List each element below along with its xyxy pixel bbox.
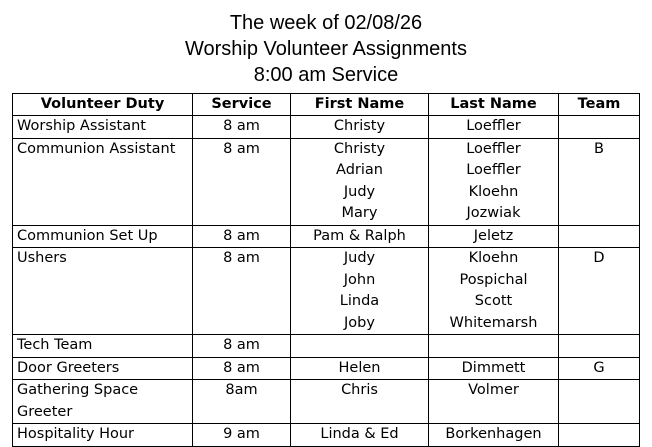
service-cell: 8 am — [193, 248, 291, 335]
first-name-cell — [291, 225, 429, 248]
service-cell: 8 am — [193, 357, 291, 380]
duty-cell: Communion Assistant — [13, 138, 193, 225]
duty-cell: Ushers — [13, 248, 193, 335]
first-name: Chris — [341, 382, 378, 398]
first-name-cell — [291, 424, 429, 447]
last-name-cell — [429, 248, 559, 335]
service-cell: 8 am — [193, 116, 291, 139]
team-cell: D — [559, 248, 640, 335]
team-cell — [559, 424, 640, 447]
table-row — [13, 138, 640, 225]
last-name-cell — [429, 335, 559, 358]
last-name: Kloehn — [468, 183, 519, 200]
team-cell — [559, 116, 640, 139]
column-header-team: Team — [559, 94, 640, 116]
table-row — [13, 116, 640, 139]
first-name: Judy — [343, 183, 376, 200]
service-cell: 8 am — [193, 138, 291, 225]
first-name-cell — [291, 116, 429, 139]
service-cell: 8 am — [193, 225, 291, 248]
page-header — [0, 10, 652, 88]
last-name-cell — [429, 138, 559, 225]
last-name: Volmer — [468, 382, 519, 398]
table-row — [13, 357, 640, 380]
last-name: Jozwiak — [466, 205, 521, 221]
service-cell: 9 am — [193, 424, 291, 447]
last-name-cell — [429, 357, 559, 380]
last-name: Whitemarsh — [449, 314, 538, 331]
table-row — [13, 225, 640, 248]
first-name: Christy — [333, 140, 386, 157]
last-name: Scott — [474, 293, 513, 309]
team-cell: G — [559, 357, 640, 380]
duty-cell: Communion Set Up — [13, 225, 193, 248]
column-header-service: Service — [193, 94, 291, 116]
first-name: Christy — [333, 118, 386, 134]
first-name-cell — [291, 380, 429, 424]
table-row — [13, 335, 640, 358]
service-title: 8:00 am Service — [253, 64, 399, 86]
first-name: Linda — [339, 293, 380, 309]
duty-cell: Gathering Space Greeter — [13, 380, 193, 424]
team-cell — [559, 335, 640, 358]
team-cell — [559, 225, 640, 248]
team-cell — [559, 380, 640, 424]
table-row — [13, 380, 640, 424]
last-name-cell — [429, 380, 559, 424]
assignments-table — [12, 93, 640, 447]
last-name-cell — [429, 424, 559, 447]
column-header-first-name: First Name — [291, 94, 429, 116]
last-name: Jeletz — [473, 227, 514, 244]
last-name-cell — [429, 116, 559, 139]
document-title: Worship Volunteer Assignments — [184, 38, 467, 60]
first-name-cell — [291, 357, 429, 380]
service-cell: 8am — [193, 380, 291, 424]
header-row — [13, 94, 640, 116]
last-name: Dimmett — [461, 359, 526, 376]
first-name-cell — [291, 335, 429, 358]
first-name: Linda & Ed — [320, 426, 399, 442]
first-name: Mary — [341, 205, 378, 221]
last-name: Borkenhagen — [445, 426, 542, 442]
first-name: John — [343, 271, 376, 288]
last-name: Pospichal — [459, 271, 528, 288]
column-header-duty: Volunteer Duty — [13, 94, 193, 116]
first-name: Judy — [343, 250, 376, 266]
first-name: Helen — [338, 359, 381, 376]
last-name-cell — [429, 225, 559, 248]
last-name: Loeffler — [466, 140, 521, 157]
duty-cell: Door Greeters — [13, 357, 193, 380]
table-row — [13, 424, 640, 447]
duty-cell: Hospitality Hour — [13, 424, 193, 447]
last-name: Kloehn — [468, 250, 519, 266]
first-name-cell — [291, 248, 429, 335]
table-row — [13, 248, 640, 335]
week-title: The week of 02/08/26 — [229, 12, 423, 34]
first-name: Joby — [344, 314, 375, 331]
first-name: Adrian — [336, 162, 383, 178]
first-name-cell — [291, 138, 429, 225]
duty-cell: Worship Assistant — [13, 116, 193, 139]
last-name: Loeffler — [466, 118, 521, 134]
last-name: Loeffler — [466, 162, 521, 178]
service-cell: 8 am — [193, 335, 291, 358]
duty-cell: Tech Team — [13, 335, 193, 358]
column-header-last-name: Last Name — [429, 94, 559, 116]
team-cell: B — [559, 138, 640, 225]
first-name: Pam & Ralph — [313, 227, 406, 244]
